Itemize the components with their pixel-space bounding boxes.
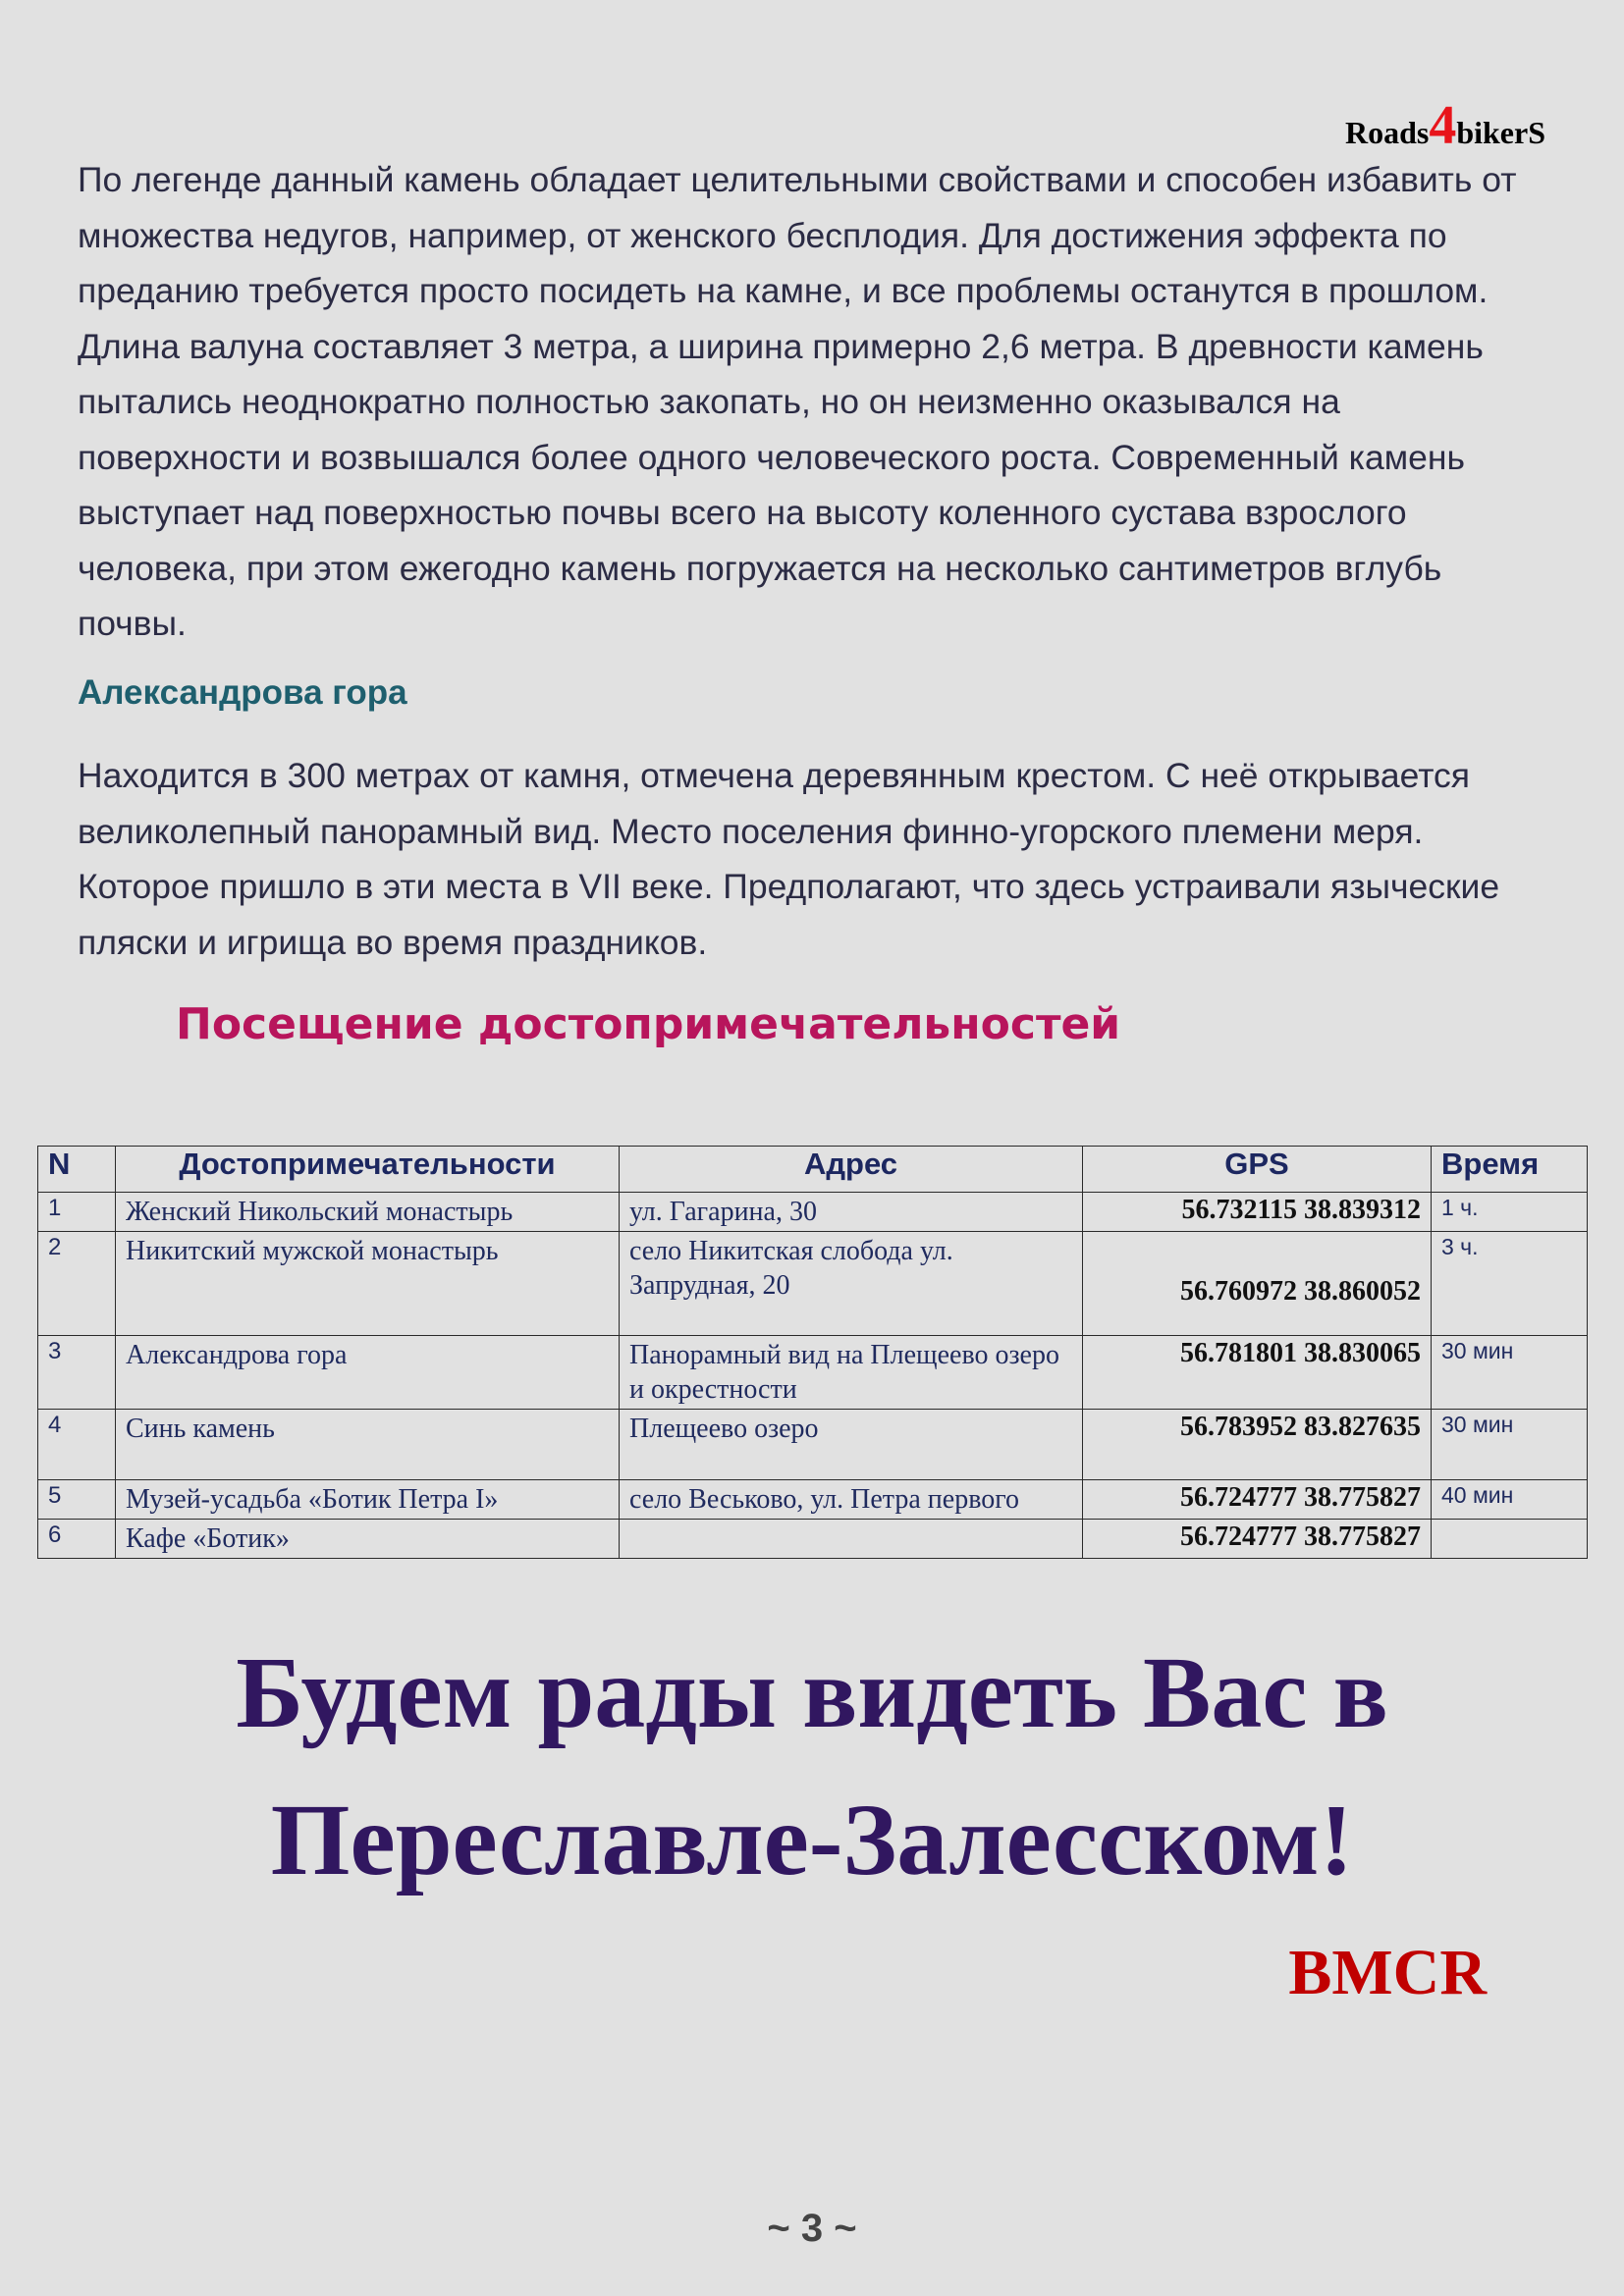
closing-message bbox=[0, 1620, 1624, 1914]
row-number: 5 bbox=[38, 1480, 116, 1520]
row-number: 6 bbox=[38, 1520, 116, 1559]
column-header-gps: GPS bbox=[1083, 1147, 1432, 1193]
visit-duration bbox=[1432, 1520, 1588, 1559]
visit-duration: 1 ч. bbox=[1432, 1193, 1588, 1232]
bmcr-signature: BMCR bbox=[1288, 1937, 1487, 2008]
sight-address bbox=[620, 1520, 1083, 1559]
sight-address: Панорамный вид на Плещеево озеро и окрестности bbox=[620, 1336, 1083, 1410]
row-number: 4 bbox=[38, 1410, 116, 1480]
closing-line-1: Будем рады видеть Вас в bbox=[236, 1636, 1388, 1749]
page-number: ~ 3 ~ bbox=[767, 2207, 857, 2250]
table-row bbox=[38, 1336, 1588, 1410]
visit-duration: 30 мин bbox=[1432, 1336, 1588, 1410]
visit-duration: 3 ч. bbox=[1432, 1232, 1588, 1336]
row-number: 2 bbox=[38, 1232, 116, 1336]
column-header-sights: Достопримечательности bbox=[116, 1147, 620, 1193]
sight-name: Никитский мужской монастырь bbox=[116, 1232, 620, 1336]
table-row bbox=[38, 1193, 1588, 1232]
visit-duration: 40 мин bbox=[1432, 1480, 1588, 1520]
sight-gps: 56.732115 38.839312 bbox=[1083, 1193, 1432, 1232]
sight-address: село Веськово, ул. Петра первого bbox=[620, 1480, 1083, 1520]
aleksandrova-gora-heading: Александрова гора bbox=[78, 673, 407, 712]
roads4bikers-logo bbox=[1344, 95, 1545, 156]
sight-name: Музей-усадьба «Ботик Петра I» bbox=[116, 1480, 620, 1520]
aleksandrova-gora-paragraph: Находится в 300 метрах от камня, отмечена деревянным крестом. С неё открывается великолепный панорамный вид. Место поселения финно-угорского племени меря. Которое пришло в эти места в VII веке. Предполагают, что здесь устраивали языческие пляски и игрища во время праздников. bbox=[78, 756, 1500, 962]
sight-gps: 56.783952 83.827635 bbox=[1083, 1410, 1432, 1480]
row-number: 3 bbox=[38, 1336, 116, 1410]
column-header-time: Время bbox=[1432, 1147, 1588, 1193]
logo-text-bikers: bikerS bbox=[1456, 115, 1545, 150]
table-row bbox=[38, 1410, 1588, 1480]
column-header-number: N bbox=[38, 1147, 116, 1193]
table-header-row bbox=[38, 1147, 1588, 1193]
sight-address: село Никитская слобода ул. Запрудная, 20 bbox=[620, 1232, 1083, 1336]
sight-name: Синь камень bbox=[116, 1410, 620, 1480]
sights-table bbox=[37, 1146, 1588, 1559]
legend-paragraph: По легенде данный камень обладает целительными свойствами и способен избавить от множества недугов, например, от женского бесплодия. Для достижения эффекта по преданию требуется просто посидеть на камне, и все проблемы останутся в прошлом. Длина валуна составляет 3 метра, а ширина примерно 2,6 метра. В древности камень пытались неоднократно полностью закопать, но он неизменно оказывался на поверхности и возвышался более одного человеческого роста. Современный камень выступает над поверхностью почвы всего на высоту коленного сустава взрослого человека, при этом ежегодно камень погружается на несколько сантиметров вглубь почвы. bbox=[78, 160, 1517, 643]
table-row bbox=[38, 1520, 1588, 1559]
table-row bbox=[38, 1480, 1588, 1520]
sight-name: Александрова гора bbox=[116, 1336, 620, 1410]
logo-number-four: 4 bbox=[1429, 95, 1457, 156]
logo-text-roads: Roads bbox=[1344, 115, 1430, 150]
sight-address: Плещеево озеро bbox=[620, 1410, 1083, 1480]
sight-gps: 56.781801 38.830065 bbox=[1083, 1336, 1432, 1410]
sight-name: Женский Никольский монастырь bbox=[116, 1193, 620, 1232]
row-number: 1 bbox=[38, 1193, 116, 1232]
sight-gps: 56.760972 38.860052 bbox=[1083, 1232, 1432, 1336]
table-row bbox=[38, 1232, 1588, 1336]
sight-gps: 56.724777 38.775827 bbox=[1083, 1520, 1432, 1559]
sight-gps: 56.724777 38.775827 bbox=[1083, 1480, 1432, 1520]
sight-name: Кафе «Ботик» bbox=[116, 1520, 620, 1559]
column-header-address: Адрес bbox=[620, 1147, 1083, 1193]
closing-line-2: Переславле-Залесском! bbox=[270, 1784, 1354, 1896]
sights-table-heading: Посещение достопримечательностей bbox=[176, 999, 1121, 1049]
visit-duration: 30 мин bbox=[1432, 1410, 1588, 1480]
sight-address: ул. Гагарина, 30 bbox=[620, 1193, 1083, 1232]
